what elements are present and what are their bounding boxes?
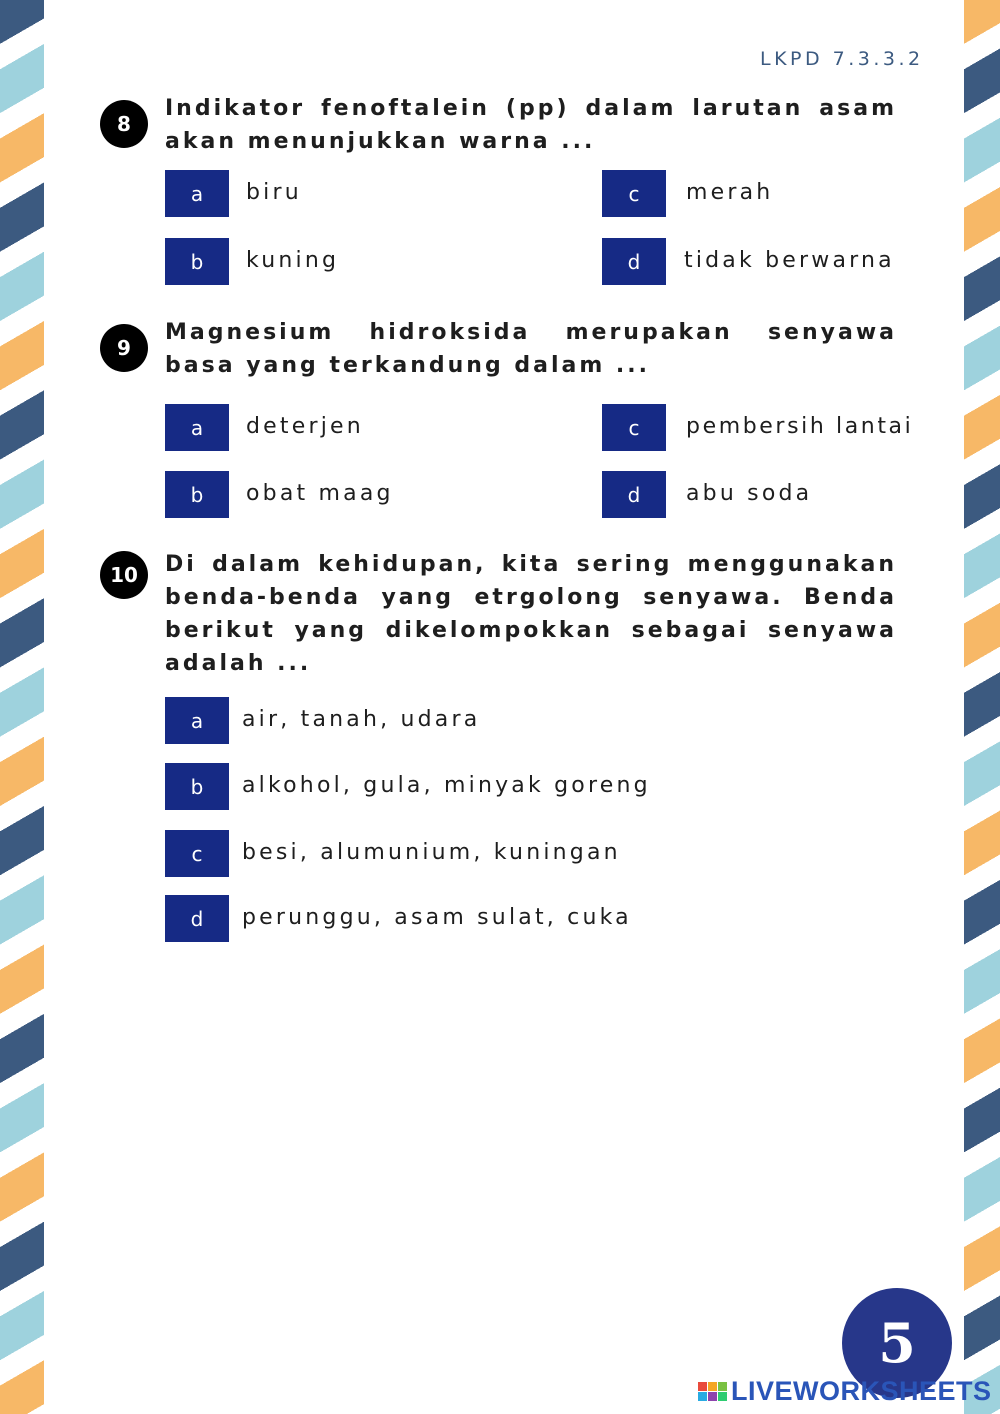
q10-option-c-text[interactable]: besi, alumunium, kuningan: [242, 840, 621, 865]
liveworksheets-logo-icon: [698, 1382, 727, 1401]
q10-option-d-text[interactable]: perunggu, asam sulat, cuka: [242, 905, 632, 930]
watermark-text: LIVEWORKSHEETS: [731, 1376, 992, 1406]
q10-option-b-text[interactable]: alkohol, gula, minyak goreng: [242, 773, 651, 798]
q9-option-a-box[interactable]: a: [165, 404, 229, 451]
q8-option-a-box[interactable]: a: [165, 170, 229, 217]
q9-option-d-box[interactable]: d: [602, 471, 666, 518]
question-9-number: 9: [100, 324, 148, 372]
q10-option-a-box[interactable]: a: [165, 697, 229, 744]
question-8-text: Indikator fenoftalein (pp) dalam larutan asam akan menunjukkan warna ...: [165, 96, 897, 154]
q8-option-c-box[interactable]: c: [602, 170, 666, 217]
q10-option-a-text[interactable]: air, tanah, udara: [242, 707, 481, 732]
logo-cell: [708, 1392, 717, 1401]
q10-option-b-box[interactable]: b: [165, 763, 229, 810]
question-9-text: Magnesium hidroksida merupakan senyawa basa yang terkandung dalam ...: [165, 320, 897, 378]
q8-option-a-text[interactable]: biru: [246, 180, 302, 205]
q8-option-b-text[interactable]: kuning: [246, 248, 340, 273]
logo-cell: [718, 1392, 727, 1401]
logo-cell: [708, 1382, 717, 1391]
q10-option-c-box[interactable]: c: [165, 830, 229, 877]
q8-option-c-text[interactable]: merah: [686, 180, 774, 205]
q9-option-b-text[interactable]: obat maag: [246, 481, 394, 506]
logo-cell: [698, 1392, 707, 1401]
q10-option-d-box[interactable]: d: [165, 895, 229, 942]
q9-option-b-box[interactable]: b: [165, 471, 229, 518]
page-number-badge: 5: [842, 1288, 952, 1398]
right-stripe-border: [964, 0, 1000, 1414]
logo-cell: [698, 1382, 707, 1391]
question-10-number: 10: [100, 551, 148, 599]
question-10-text: Di dalam kehidupan, kita sering menggunakan benda-benda yang etrgolong senyawa. Benda berikut yang dikelompokkan sebagai senyawa adalah ...: [165, 552, 897, 676]
q8-option-d-text[interactable]: tidak berwarna: [684, 248, 895, 273]
q9-option-a-text[interactable]: deterjen: [246, 414, 364, 439]
liveworksheets-watermark: [698, 1376, 992, 1407]
left-stripe-border: [0, 0, 44, 1414]
q9-option-c-box[interactable]: c: [602, 404, 666, 451]
q8-option-d-box[interactable]: d: [602, 238, 666, 285]
q8-option-b-box[interactable]: b: [165, 238, 229, 285]
question-8-number: 8: [100, 100, 148, 148]
logo-cell: [718, 1382, 727, 1391]
q9-option-d-text[interactable]: abu soda: [686, 481, 813, 506]
q9-option-c-text[interactable]: pembersih lantai: [686, 414, 914, 439]
worksheet-code: LKPD 7.3.3.2: [760, 48, 924, 70]
